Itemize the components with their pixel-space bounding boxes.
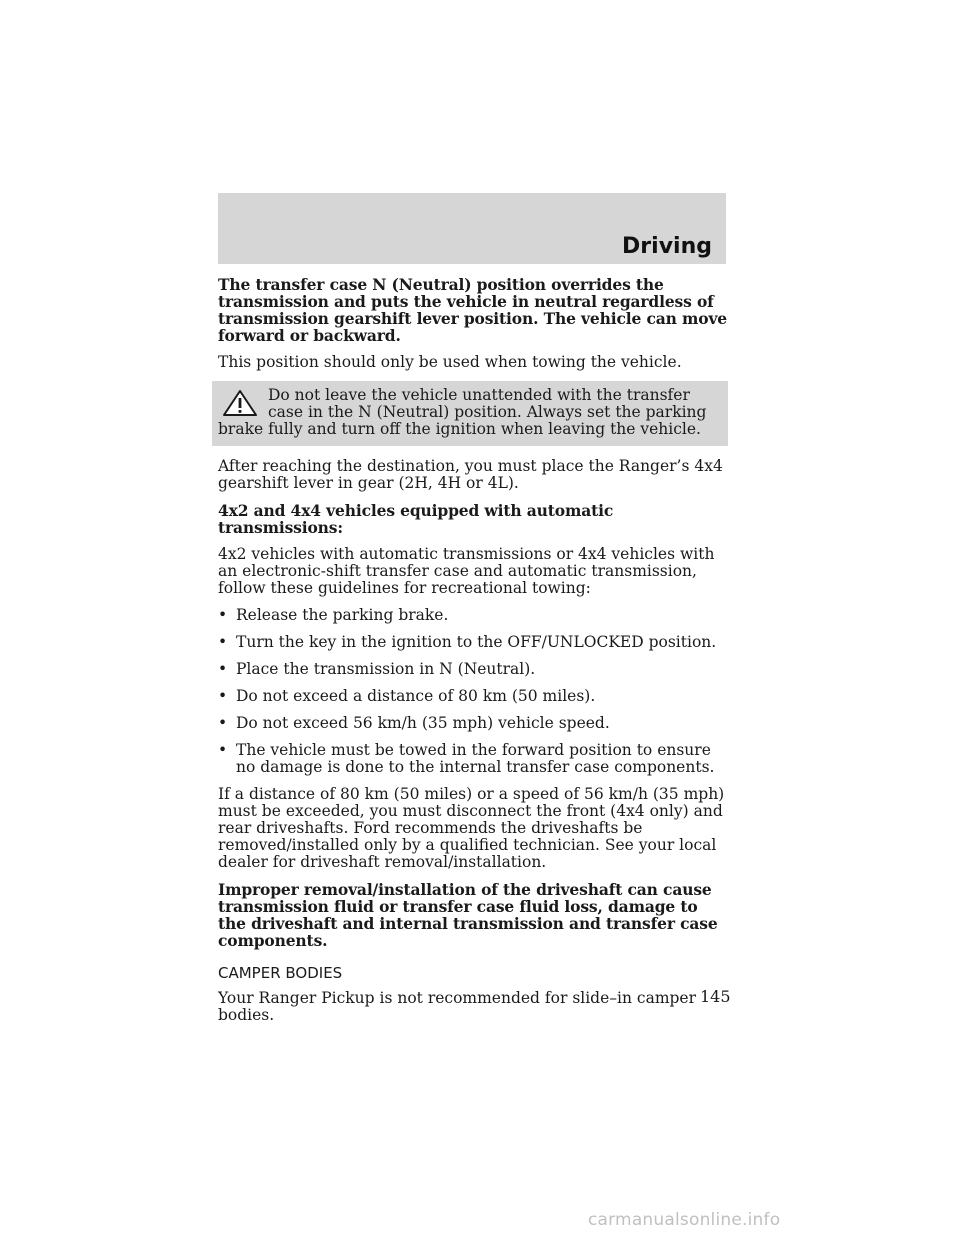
bullet-icon: • <box>218 660 228 678</box>
bullet-icon: • <box>218 741 228 759</box>
driveshaft-paragraph: If a distance of 80 km (50 miles) or a speed of 56 km/h (35 mph) must be exceeded, you must disconnect the front (4x4 only) and rear driveshafts. Ford recommends the driveshafts be removed/installed only by a qualified technician. See your local dealer for driveshaft removal/installation. <box>218 785 725 871</box>
list-item: • The vehicle must be towed in the forward position to ensure no damage is done to the internal transfer case components. <box>218 741 715 776</box>
warning-text: Do not leave the vehicle unattended with the transfer case in the N (Neutral) position. Always set the parking brake fully and turn off the ignition when leaving the vehicle. <box>218 386 707 438</box>
camper-bodies-paragraph: Your Ranger Pickup is not recommended for slide–in camper bodies. <box>218 989 697 1024</box>
destination-paragraph: After reaching the destination, you must place the Ranger’s 4x4 gearshift lever in gear (2H, 4H or 4L). <box>218 457 723 492</box>
list-item: • Release the parking brake. <box>218 606 449 624</box>
camper-bodies-heading: CAMPER BODIES <box>218 964 343 982</box>
section-title: Driving <box>622 234 712 259</box>
bullet-icon: • <box>218 633 228 651</box>
towing-guidelines-list <box>218 607 728 776</box>
page-content <box>218 276 728 1034</box>
bullet-icon: • <box>218 606 228 624</box>
watermark: carmanualsonline.info <box>588 1210 781 1230</box>
section-header-band <box>218 193 726 264</box>
driveshaft-caution-paragraph: Improper removal/installation of the driveshaft can cause transmission fluid or transfer case fluid loss, damage to the driveshaft and internal transmission and transfer case components. <box>218 880 718 950</box>
list-item: • Do not exceed a distance of 80 km (50 miles). <box>218 687 596 705</box>
warning-box <box>212 381 728 446</box>
guidelines-intro-paragraph: 4x2 vehicles with automatic transmissions or 4x4 vehicles with an electronic-shift transfer case and automatic transmission, follow these guidelines for recreational towing: <box>218 545 715 597</box>
neutral-position-paragraph: The transfer case N (Neutral) position overrides the transmission and puts the vehicle in neutral regardless of transmission gearshift lever position. The vehicle can move forward or backward. <box>218 275 728 345</box>
list-item: • Turn the key in the ignition to the OFF/UNLOCKED position. <box>218 633 717 651</box>
page-number: 145 <box>700 987 731 1006</box>
bullet-icon: • <box>218 687 228 705</box>
list-item: • Do not exceed 56 km/h (35 mph) vehicle speed. <box>218 714 610 732</box>
list-item: • Place the transmission in N (Neutral). <box>218 660 536 678</box>
warning-triangle-icon <box>222 389 258 417</box>
automatic-transmission-heading: 4x2 and 4x4 vehicles equipped with automatic transmissions: <box>218 501 614 537</box>
bullet-icon: • <box>218 714 228 732</box>
towing-usage-paragraph: This position should only be used when towing the vehicle. <box>218 353 682 371</box>
